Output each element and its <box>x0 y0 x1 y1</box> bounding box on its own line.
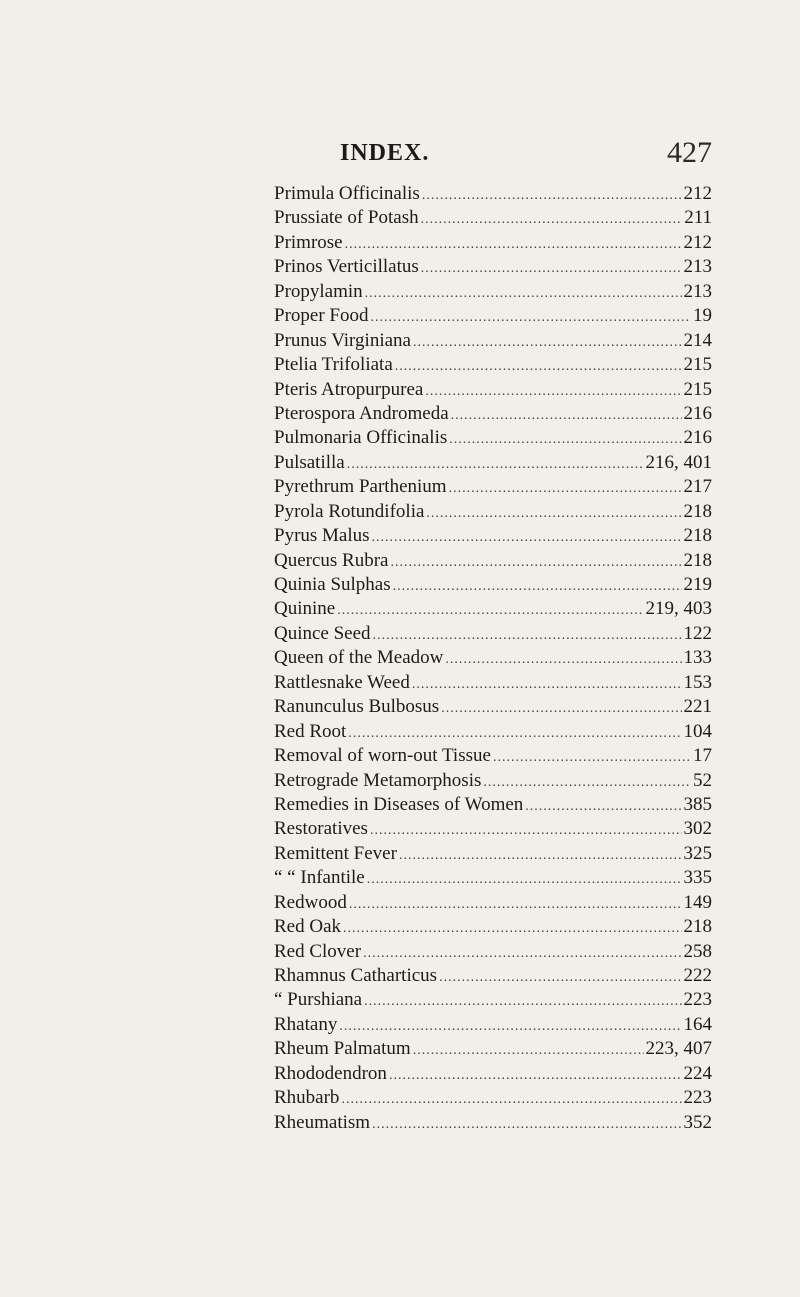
index-entry-pages: 19 <box>693 305 712 327</box>
dot-leader <box>348 726 681 742</box>
index-entry-term: Pulsatilla <box>274 451 345 473</box>
dot-leader <box>421 212 683 228</box>
index-entry-term: Redwood <box>274 891 347 913</box>
index-entry <box>274 794 712 818</box>
index-entry-pages: 216, 401 <box>645 451 712 473</box>
index-entry <box>274 232 712 256</box>
index-entry-term: Propylamin <box>274 280 363 302</box>
index-entry-pages: 221 <box>683 696 712 718</box>
dot-leader <box>425 384 681 400</box>
index-entry-term: Remittent Fever <box>274 842 397 864</box>
index-entry-pages: 213 <box>683 256 712 278</box>
index-entry-term: “ “ Infantile <box>274 867 365 889</box>
dot-leader <box>367 872 682 888</box>
dot-leader <box>426 506 681 522</box>
index-entry-term: Pulmonaria Officinalis <box>274 427 448 449</box>
index-entry-pages: 149 <box>683 891 712 913</box>
dot-leader <box>339 1019 681 1035</box>
index-entry <box>274 696 712 720</box>
index-entry <box>274 1063 712 1087</box>
index-entry-pages: 219, 403 <box>645 598 712 620</box>
index-entry-pages: 218 <box>683 500 712 522</box>
index-entry-term: Quinine <box>274 598 336 620</box>
index-entry-list <box>274 183 712 1136</box>
dot-leader <box>372 1117 681 1133</box>
index-entry-term: Pyrus Malus <box>274 525 370 547</box>
index-entry-pages: 218 <box>683 549 712 571</box>
index-entry-term: Remedies in Diseases of Women <box>274 793 524 815</box>
index-entry-pages: 223, 407 <box>645 1038 712 1060</box>
index-entry <box>274 427 712 451</box>
index-entry-pages: 385 <box>683 793 712 815</box>
index-entry-pages: 335 <box>683 867 712 889</box>
index-entry-pages: 223 <box>683 1087 712 1109</box>
index-entry-term: Rheum Palmatum <box>274 1038 411 1060</box>
index-entry <box>274 1087 712 1111</box>
index-entry-term: Red Clover <box>274 940 362 962</box>
index-entry-term: Ranunculus Bulbosus <box>274 696 440 718</box>
dot-leader <box>412 677 682 693</box>
dot-leader <box>441 701 681 717</box>
index-entry-term: Rhamnus Catharticus <box>274 965 438 986</box>
dot-leader <box>389 1068 682 1084</box>
index-entry-term: Prinos Verticillatus <box>274 256 419 278</box>
index-entry-pages: 216 <box>683 402 712 424</box>
index-entry-term: Prunus Virginiana <box>274 329 411 351</box>
dot-leader <box>422 188 682 204</box>
dot-leader <box>451 408 682 424</box>
dot-leader <box>347 457 644 473</box>
index-entry-pages: 212 <box>683 231 712 253</box>
index-entry-term: Pterospora Andromeda <box>274 402 449 424</box>
index-entry-pages: 352 <box>683 1111 712 1133</box>
index-entry-pages: 164 <box>683 1013 712 1035</box>
index-entry-term: Prussiate of Potash <box>274 207 419 229</box>
index-entry-term: Removal of worn-out Tissue <box>274 745 491 767</box>
dot-leader <box>421 261 682 277</box>
dot-leader <box>439 970 681 986</box>
index-entry <box>274 256 712 280</box>
index-entry <box>274 843 712 867</box>
index-entry <box>274 354 712 378</box>
dot-leader <box>372 530 682 546</box>
index-entry <box>274 574 712 598</box>
index-entry-pages: 211 <box>684 207 712 229</box>
index-entry-pages: 218 <box>683 916 712 938</box>
index-entry-term: Proper Food <box>274 305 369 327</box>
dot-leader <box>493 750 691 766</box>
index-entry-pages: 302 <box>683 818 712 840</box>
index-entry <box>274 452 712 476</box>
index-entry-pages: 219 <box>683 574 712 595</box>
index-entry-term: Pyrethrum Parthenium <box>274 476 447 498</box>
index-entry-pages: 122 <box>683 622 712 644</box>
index-entry-pages: 212 <box>683 183 712 204</box>
dot-leader <box>483 775 691 791</box>
index-entry-term: Primula Officinalis <box>274 183 420 204</box>
index-entry-term: Rattlesnake Weed <box>274 671 410 693</box>
index-entry-term: Rheumatism <box>274 1111 371 1133</box>
dot-leader <box>413 335 682 351</box>
dot-leader <box>364 994 681 1010</box>
dot-leader <box>337 603 643 619</box>
index-entry-pages: 217 <box>683 476 712 498</box>
dot-leader <box>345 237 682 253</box>
dot-leader <box>445 652 681 668</box>
dot-leader <box>370 310 691 326</box>
index-entry <box>274 379 712 403</box>
index-entry-term: Quince Seed <box>274 622 371 644</box>
index-entry-pages: 258 <box>683 940 712 962</box>
index-entry-term: Pyrola Rotundifolia <box>274 500 425 522</box>
index-entry <box>274 1038 712 1062</box>
index-entry <box>274 305 712 329</box>
index-entry-pages: 224 <box>683 1062 712 1084</box>
index-entry-term: Red Oak <box>274 916 342 938</box>
index-entry-pages: 223 <box>683 989 712 1011</box>
index-entry <box>274 770 712 794</box>
dot-leader <box>341 1092 681 1108</box>
index-entry <box>274 281 712 305</box>
index-entry <box>274 672 712 696</box>
index-entry <box>274 647 712 671</box>
index-entry-pages: 214 <box>683 329 712 351</box>
page-number: 427 <box>667 136 712 169</box>
index-entry <box>274 183 712 207</box>
index-entry <box>274 989 712 1013</box>
index-entry <box>274 1014 712 1038</box>
dot-leader <box>393 579 682 595</box>
index-entry <box>274 525 712 549</box>
index-entry-pages: 216 <box>683 427 712 449</box>
index-entry-term: “ Purshiana <box>274 989 363 1011</box>
page-header <box>282 136 712 172</box>
index-entry-pages: 218 <box>683 525 712 547</box>
index-entry <box>274 867 712 891</box>
dot-leader <box>370 823 682 839</box>
dot-leader <box>373 628 682 644</box>
index-entry <box>274 892 712 916</box>
index-entry-pages: 215 <box>683 378 712 400</box>
index-entry <box>274 941 712 965</box>
index-entry <box>274 476 712 500</box>
dot-leader <box>395 359 682 375</box>
index-entry-pages: 17 <box>693 745 712 767</box>
index-entry-term: Retrograde Metamorphosis <box>274 769 482 791</box>
index-entry <box>274 721 712 745</box>
index-entry-pages: 104 <box>683 720 712 742</box>
index-entry <box>274 818 712 842</box>
index-entry-pages: 52 <box>693 769 712 791</box>
index-entry <box>274 965 712 989</box>
index-entry-term: Quinia Sulphas <box>274 574 391 595</box>
index-entry-term: Restoratives <box>274 818 368 840</box>
index-entry-term: Ptelia Trifoliata <box>274 354 393 376</box>
index-entry-pages: 153 <box>683 671 712 693</box>
index-entry-term: Primrose <box>274 231 343 253</box>
dot-leader <box>365 286 682 302</box>
index-entry-term: Rhatany <box>274 1013 338 1035</box>
dot-leader <box>343 921 681 937</box>
dot-leader <box>349 897 682 913</box>
header-title: INDEX. <box>340 140 430 166</box>
dot-leader <box>363 946 681 962</box>
index-entry-term: Pteris Atropurpurea <box>274 378 424 400</box>
index-entry <box>274 550 712 574</box>
index-entry <box>274 916 712 940</box>
dot-leader <box>399 848 682 864</box>
index-entry <box>274 745 712 769</box>
index-entry-pages: 133 <box>683 647 712 669</box>
index-entry-pages: 213 <box>683 280 712 302</box>
dot-leader <box>413 1043 644 1059</box>
dot-leader <box>449 432 681 448</box>
dot-leader <box>391 555 682 571</box>
dot-leader <box>525 799 681 815</box>
index-entry <box>274 598 712 622</box>
index-entry <box>274 623 712 647</box>
index-entry <box>274 1112 712 1136</box>
index-entry-term: Rhododendron <box>274 1062 387 1084</box>
index-entry <box>274 207 712 231</box>
index-entry-pages: 222 <box>683 965 712 986</box>
index-entry-term: Quercus Rubra <box>274 549 389 571</box>
index-entry-pages: 215 <box>683 354 712 376</box>
index-entry <box>274 501 712 525</box>
index-entry-term: Queen of the Meadow <box>274 647 444 669</box>
dot-leader <box>449 481 682 497</box>
index-entry-pages: 325 <box>683 842 712 864</box>
index-entry-term: Red Root <box>274 720 347 742</box>
index-entry-term: Rhubarb <box>274 1087 340 1109</box>
index-entry <box>274 330 712 354</box>
index-entry <box>274 403 712 427</box>
